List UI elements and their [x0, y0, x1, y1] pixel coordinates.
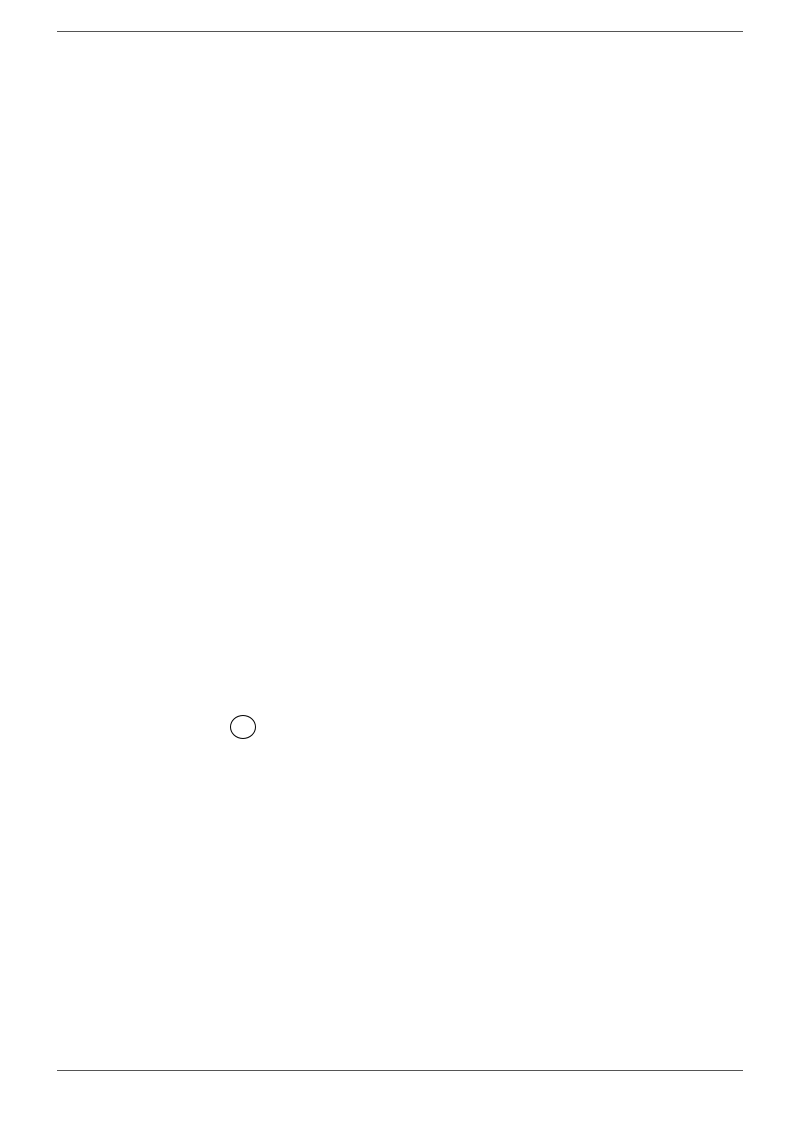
example-options — [57, 715, 743, 733]
footer-rule — [57, 1070, 743, 1071]
answer-circle-mark — [230, 715, 256, 739]
watermark-text — [70, 33, 607, 570]
header-rule — [57, 31, 743, 32]
